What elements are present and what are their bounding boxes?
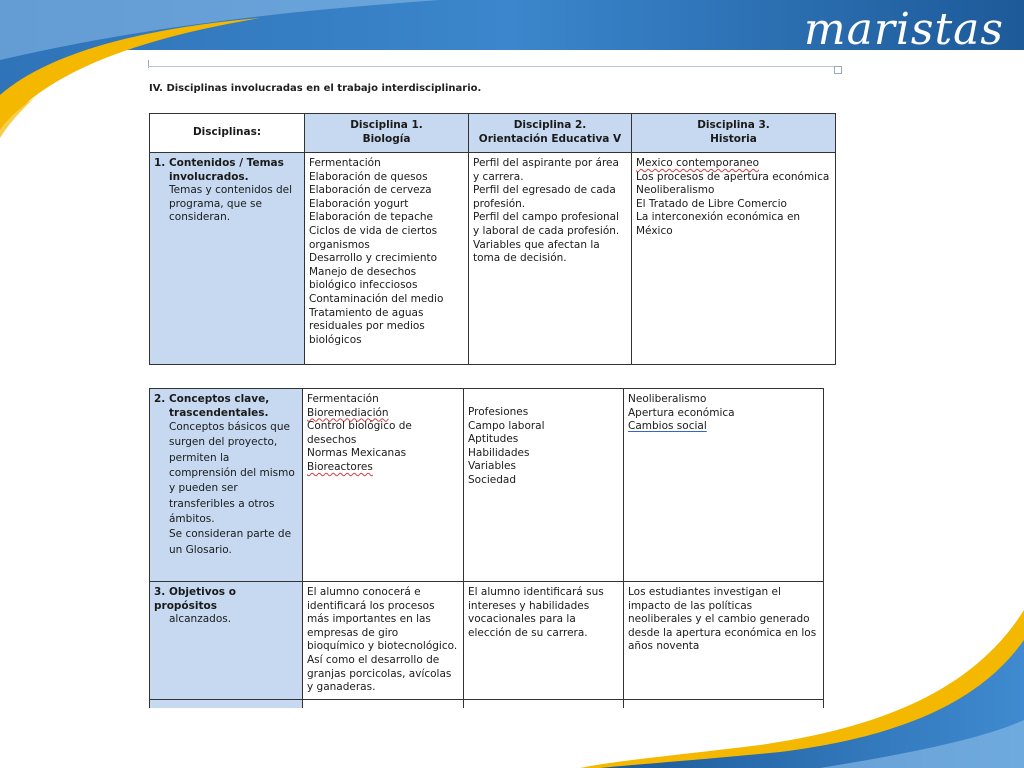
header-d1-line2: Biología xyxy=(362,133,411,145)
cell-biologia-contenidos xyxy=(305,153,469,365)
header-d1-line1: Disciplina 1. xyxy=(350,119,423,132)
table-row-partial xyxy=(150,699,824,708)
header-discipline-1 xyxy=(305,114,469,153)
header-label: Disciplinas: xyxy=(192,126,262,139)
table-row xyxy=(150,153,836,365)
objective-text: El alumno conocerá e identificará los procesos más importantes en las empresas de giro bioquímico y biotecnológico. Así como el desarrollo de granjas porcicolas, avícolas y ganaderas. xyxy=(307,586,458,694)
header-discipline-3 xyxy=(632,114,836,153)
section-title: IV. Disciplinas involucradas en el trabajo interdisciplinario. xyxy=(149,83,482,94)
table-header-row xyxy=(150,114,836,153)
list-item: La interconexión económica en México xyxy=(636,211,801,237)
list-item: Fermentación xyxy=(307,393,379,405)
list-item: Tratamiento de aguas residuales por medios biológicos xyxy=(309,306,425,346)
row-label-continued: trascendentales. xyxy=(169,406,269,419)
row-label-objetivos xyxy=(150,582,303,700)
row-label-number: 1. Contenidos / Temas xyxy=(154,157,284,169)
cell-historia-contenidos xyxy=(632,153,836,365)
cell-orientacion-contenidos xyxy=(469,153,632,365)
list-item: Fermentación xyxy=(309,157,381,169)
list-item: Perfil del aspirante por área y carrera. xyxy=(473,157,619,183)
list-item: Profesiones xyxy=(468,406,529,418)
list-item: Perfil del campo profesional y laboral de cada profesión. xyxy=(473,211,620,237)
list-item: Sociedad xyxy=(468,473,517,486)
row-label-empty xyxy=(150,699,303,708)
row-label-continued: involucrados. xyxy=(169,170,249,183)
header-d3-line1: Disciplina 3. xyxy=(697,119,770,132)
cell-historia-objetivos xyxy=(624,582,824,700)
resize-handle[interactable] xyxy=(834,66,842,74)
list-item: Variables xyxy=(468,460,516,473)
list-item: Control biológico de desechos xyxy=(307,420,412,446)
header-discipline-2 xyxy=(469,114,632,153)
list-item: El Tratado de Libre Comercio xyxy=(636,197,787,210)
cell-orientacion-conceptos xyxy=(464,389,624,582)
list-item: Perfil del egresado de cada profesión. xyxy=(473,184,616,210)
list-item: Neoliberalismo xyxy=(636,184,715,197)
list-item: Normas Mexicanas xyxy=(307,447,407,460)
list-item: Neoliberalismo xyxy=(628,393,707,405)
list-item: Aptitudes xyxy=(468,433,519,446)
list-item: Elaboración yogurt xyxy=(309,197,409,210)
list-item: Cambios social xyxy=(628,420,707,433)
cell-historia-conceptos xyxy=(624,389,824,582)
list-item: Campo laboral xyxy=(468,419,545,432)
list-item: Elaboración de cerveza xyxy=(309,184,432,197)
row-label-glossary: Se consideran parte de un Glosario. xyxy=(169,528,292,556)
disciplines-table xyxy=(149,113,836,365)
cell-empty xyxy=(464,699,624,708)
list-item: Desarrollo y crecimiento xyxy=(309,252,438,265)
objective-text: Los estudiantes investigan el impacto de las políticas neoliberales y el cambio generado desde la apertura económica en los años noventa xyxy=(628,586,817,653)
list-item: Habilidades xyxy=(468,446,530,459)
concepts-objectives-table xyxy=(149,388,824,708)
cell-empty xyxy=(624,699,824,708)
header-d2-line2: Orientación Educativa V xyxy=(478,133,622,145)
row-label-description: Temas y contenidos del programa, que se consideran. xyxy=(169,184,293,224)
row-label-number: 2. Conceptos clave, xyxy=(154,393,270,405)
list-item: Mexico contemporaneo xyxy=(636,157,760,169)
cell-empty xyxy=(303,699,464,708)
row-label-number: 3. Objetivos o propósitos xyxy=(154,586,236,612)
table-row xyxy=(150,582,824,700)
row-label-description: Conceptos básicos que surgen del proyecto, permiten la comprensión del mismo y pueden ser transferibles a otros ámbitos. xyxy=(169,421,295,525)
list-item: Ciclos de vida de ciertos organismos xyxy=(309,224,438,251)
header-d3-line2: Historia xyxy=(710,133,757,145)
list-item: Contaminación del medio xyxy=(309,292,444,305)
row-label-contenidos xyxy=(150,153,305,365)
cell-orientacion-objetivos xyxy=(464,582,624,700)
list-item: Bioreactores xyxy=(307,460,373,473)
list-item: Manejo de desechos biológico infecciosos xyxy=(309,265,418,292)
maristas-logo: maristas xyxy=(803,4,1004,55)
row-label-conceptos xyxy=(150,389,303,582)
header-d2-line1: Disciplina 2. xyxy=(513,119,587,132)
top-divider xyxy=(148,66,836,67)
list-item: Variables que afectan la toma de decisión. xyxy=(473,238,600,265)
row-label-continued: alcanzados. xyxy=(169,613,232,626)
list-item: Apertura económica xyxy=(628,406,735,419)
list-item: Elaboración de tepache xyxy=(309,211,433,224)
list-item: Bioremediación xyxy=(307,406,389,419)
table-row xyxy=(150,389,824,582)
cell-biologia-conceptos xyxy=(303,389,464,582)
header-disciplinas xyxy=(150,114,305,153)
objective-text: El alumno identificará sus intereses y habilidades vocacionales para la elección de su carrera. xyxy=(468,586,604,639)
cell-biologia-objetivos xyxy=(303,582,464,700)
list-item: Elaboración de quesos xyxy=(309,170,428,183)
list-item: Los procesos de apertura económica xyxy=(636,170,830,183)
